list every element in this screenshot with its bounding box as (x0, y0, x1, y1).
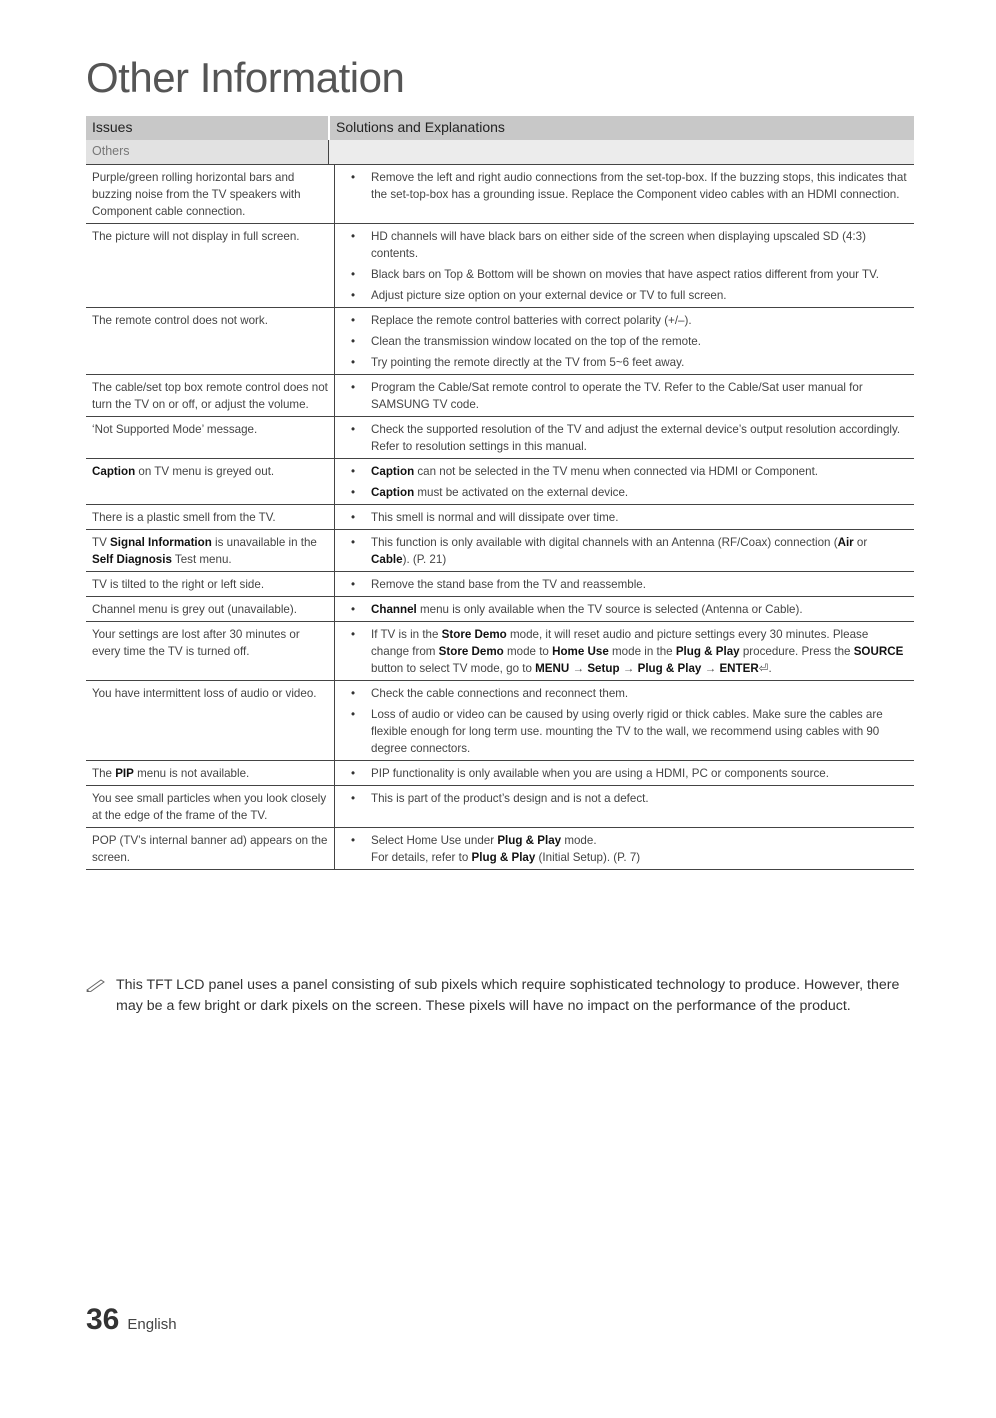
issue-cell: The cable/set top box remote control does not turn the TV on or off, or adjust the volume. (86, 375, 335, 416)
table-row (86, 165, 914, 224)
solution-item: • Replace the remote control batteries with correct polarity (+/–). (351, 312, 908, 329)
table-row (86, 572, 914, 597)
solution-cell (335, 828, 914, 869)
table-row (86, 828, 914, 870)
solution-item: • Caption can not be selected in the TV menu when connected via HDMI or Component. (351, 463, 908, 480)
header-solutions: Solutions and Explanations (336, 119, 505, 135)
issue-cell: There is a plastic smell from the TV. (86, 505, 335, 529)
page-footer (86, 1303, 177, 1337)
solution-cell (335, 572, 914, 596)
solution-item: • Program the Cable/Sat remote control to operate the TV. Refer to the Cable/Sat user manual for SAMSUNG TV code. (351, 379, 908, 413)
issue-cell: The PIP menu is not available. (86, 761, 335, 785)
solution-cell (335, 375, 914, 416)
solution-item: • Select Home Use under Plug & Play mode. For details, refer to Plug & Play (Initial Setup). (P. 7) (351, 832, 908, 866)
solution-item: • Adjust picture size option on your external device or TV to full screen. (351, 287, 908, 304)
solution-item: • Remove the left and right audio connections from the set-top-box. If the buzzing stops, this indicates that the set-top-box has a grounding issue. Replace the Component video cables with an HDMI connection. (351, 169, 908, 203)
solution-item: • This function is only available with digital channels with an Antenna (RF/Coax) connection (Air or Cable). (P. 21) (351, 534, 908, 568)
table-row (86, 597, 914, 622)
solution-item: • Check the cable connections and reconnect them. (351, 685, 908, 702)
solution-cell (335, 459, 914, 504)
table-row (86, 308, 914, 375)
solution-cell (335, 786, 914, 827)
solution-cell (335, 417, 914, 458)
page-number: 36 (86, 1303, 120, 1336)
page-title: Other Information (86, 54, 405, 101)
table-row (86, 761, 914, 786)
solution-item: • Channel menu is only available when the TV source is selected (Antenna or Cable). (351, 601, 908, 618)
solution-item: • Check the supported resolution of the TV and adjust the external device’s output resolution accordingly. Refer to resolution settings in this manual. (351, 421, 908, 455)
solution-item: • Loss of audio or video can be caused by using overly rigid or thick cables. Make sure the cables are flexible enough for long term use. mounting the TV to the wall, we recommend using cables with 90 degree connectors. (351, 706, 908, 757)
solution-cell (335, 597, 914, 621)
solution-cell (335, 530, 914, 571)
issue-cell: Purple/green rolling horizontal bars and buzzing noise from the TV speakers with Component cable connection. (86, 165, 335, 223)
issue-cell: Your settings are lost after 30 minutes or every time the TV is turned off. (86, 622, 335, 680)
table-row (86, 417, 914, 459)
solution-item: • Remove the stand base from the TV and reassemble. (351, 576, 908, 593)
solution-cell (335, 622, 914, 680)
table-row (86, 530, 914, 572)
issue-cell: Caption on TV menu is greyed out. (86, 459, 335, 504)
table-row (86, 681, 914, 761)
solution-item: • Black bars on Top & Bottom will be shown on movies that have aspect ratios different from your TV. (351, 266, 908, 283)
solution-item: • Caption must be activated on the external device. (351, 484, 908, 501)
note-text: This TFT LCD panel uses a panel consisting of sub pixels which require sophisticated technology to produce. However, there may be a few bright or dark pixels on the screen. These pixels will have no impact on the performance of the product. (116, 977, 900, 1014)
header-issues: Issues (92, 119, 133, 135)
table-row (86, 375, 914, 417)
page-language: English (127, 1316, 177, 1333)
note-pencil-icon (86, 978, 106, 992)
solution-item: • If TV is in the Store Demo mode, it will reset audio and picture settings every 30 minutes. Please change from Store Demo mode to Home Use mode in the Plug & Play procedure. Press the SOURCE button to select TV mode, go to MENU → Setup → Plug & Play → ENTER⏎. (351, 626, 908, 677)
table-row (86, 224, 914, 308)
table-row (86, 505, 914, 530)
table-body (86, 165, 914, 870)
issue-cell: Channel menu is grey out (unavailable). (86, 597, 335, 621)
solution-cell (335, 308, 914, 374)
solution-cell (335, 681, 914, 760)
solution-item: • Clean the transmission window located on the top of the remote. (351, 333, 908, 350)
section-label: Others (92, 144, 130, 158)
solution-item: • PIP functionality is only available when you are using a HDMI, PC or components source. (351, 765, 908, 782)
table-header (86, 116, 914, 140)
issue-cell: ‘Not Supported Mode’ message. (86, 417, 335, 458)
issue-cell: The remote control does not work. (86, 308, 335, 374)
issue-cell: TV Signal Information is unavailable in the Self Diagnosis Test menu. (86, 530, 335, 571)
solution-cell (335, 224, 914, 307)
solution-item: • This smell is normal and will dissipate over time. (351, 509, 908, 526)
table-row (86, 786, 914, 828)
solution-item: • HD channels will have black bars on either side of the screen when displaying upscaled SD (4:3) contents. (351, 228, 908, 262)
issue-cell: POP (TV’s internal banner ad) appears on the screen. (86, 828, 335, 869)
solution-cell (335, 165, 914, 223)
note-block (86, 975, 916, 1017)
issue-cell: You see small particles when you look closely at the edge of the frame of the TV. (86, 786, 335, 827)
issue-cell: The picture will not display in full screen. (86, 224, 335, 307)
solution-cell (335, 761, 914, 785)
issue-cell: You have intermittent loss of audio or video. (86, 681, 335, 760)
issue-cell: TV is tilted to the right or left side. (86, 572, 335, 596)
section-header (86, 140, 914, 165)
table-row (86, 459, 914, 505)
solution-item: • This is part of the product’s design and is not a defect. (351, 790, 908, 807)
table-row (86, 622, 914, 681)
troubleshooting-table (86, 116, 914, 870)
solution-item: • Try pointing the remote directly at the TV from 5~6 feet away. (351, 354, 908, 371)
solution-cell (335, 505, 914, 529)
